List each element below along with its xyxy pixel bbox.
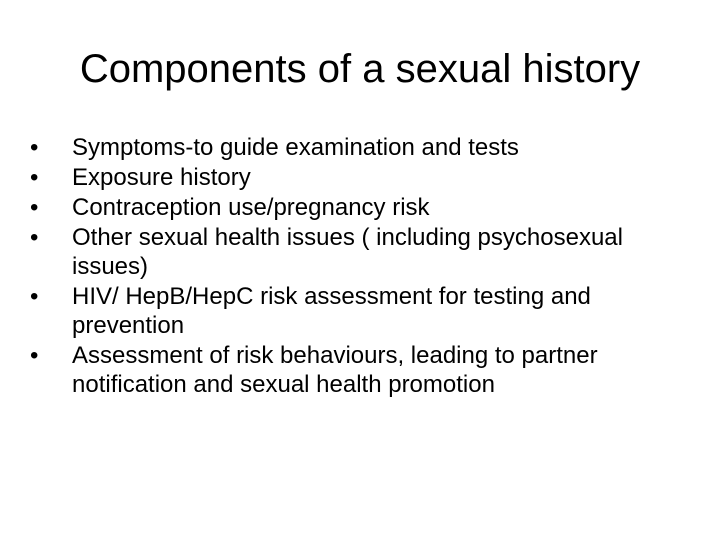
bullet-icon: •: [30, 194, 39, 221]
bullet-text: Assessment of risk behaviours, leading to partner notification and sexual health promotion: [72, 342, 598, 398]
bullet-text: Symptoms-to guide examination and tests: [72, 134, 519, 161]
bullet-text: HIV/ HepB/HepC risk assessment for testing and prevention: [72, 283, 591, 339]
bullet-icon: •: [30, 342, 39, 369]
bullet-item: [30, 193, 700, 222]
bullet-item: [30, 163, 700, 192]
bullet-list: [30, 133, 700, 400]
bullet-item: [30, 133, 700, 162]
bullet-item: [30, 223, 700, 281]
bullet-icon: •: [30, 283, 39, 310]
bullet-item: [30, 341, 700, 399]
bullet-item: [30, 282, 700, 340]
bullet-icon: •: [30, 164, 39, 191]
slide-title: Components of a sexual history: [79, 47, 641, 91]
bullet-text: Contraception use/pregnancy risk: [72, 194, 430, 221]
bullet-icon: •: [30, 134, 39, 161]
bullet-text: Other sexual health issues ( including psychosexual issues): [72, 224, 623, 280]
bullet-text: Exposure history: [72, 164, 251, 191]
bullet-icon: •: [30, 224, 39, 251]
